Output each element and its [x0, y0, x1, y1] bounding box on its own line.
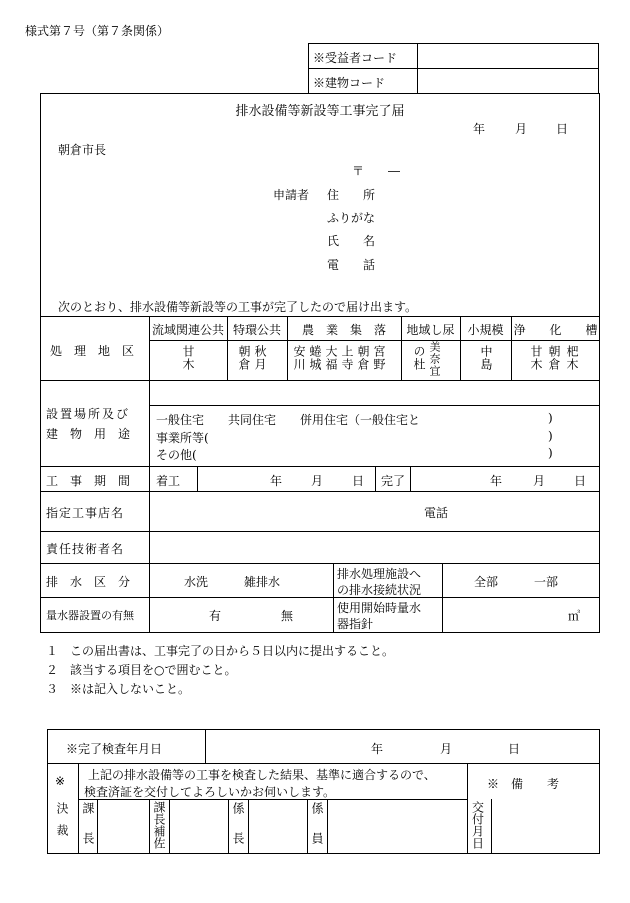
drainage-label: 排 水 区 分	[46, 575, 131, 589]
building-use-close-2: )	[548, 429, 553, 443]
end-day: 日	[574, 474, 587, 488]
kakariin-stamp-field[interactable]	[328, 800, 466, 852]
form-label: 様式第７号（第７条関係）	[25, 24, 170, 38]
note-2: ２ 該当する項目を○で囲むこと。	[46, 663, 237, 677]
construction-end-label: 完了	[381, 474, 406, 488]
name-label: 氏 名	[327, 234, 376, 248]
applicant-label: 申請者	[273, 188, 310, 202]
addressee: 朝倉市長	[58, 143, 107, 157]
building-use-other[interactable]: その他(	[156, 448, 197, 462]
building-use-close-1: )	[548, 411, 553, 425]
connection-label-1: 排水処理施設へ	[337, 567, 422, 581]
building-use-options[interactable]: 一般住宅 共同住宅 併用住宅（一般住宅と	[156, 413, 421, 427]
area-amagi[interactable]: 甘木	[181, 345, 195, 371]
building-use-office[interactable]: 事業所等(	[156, 431, 209, 445]
meter-unit: ㎥	[568, 609, 581, 623]
area-daifuku[interactable]: 大福	[324, 345, 338, 371]
location-address-field[interactable]	[150, 381, 599, 404]
area-kamidera[interactable]: 上寺	[340, 345, 354, 371]
construction-period-label: 工 事 期 間	[46, 474, 131, 488]
kacho-label: 課長	[81, 802, 95, 862]
recipient-code-field[interactable]	[418, 44, 597, 67]
area-johkaso-haki[interactable]: 杷木	[565, 345, 579, 371]
meter-options[interactable]: 有 無	[209, 609, 294, 623]
area-tokkan-asakura[interactable]: 朝倉	[237, 345, 251, 371]
inspection-day: 日	[508, 742, 521, 756]
remarks-field[interactable]	[492, 800, 598, 852]
kakaricho-label: 係長	[231, 802, 245, 862]
header-ryuiki: 流域関連公共	[151, 323, 224, 337]
building-use-close-3: )	[548, 446, 553, 460]
address-label: 住 所	[327, 188, 376, 202]
end-year: 年	[490, 474, 503, 488]
end-month: 月	[533, 474, 546, 488]
recipient-code-label: ※受益者コード	[313, 51, 398, 65]
header-shokibo: 小規模	[467, 323, 504, 337]
header-chiiki: 地域し尿	[406, 323, 455, 337]
inspection-year: 年	[371, 742, 384, 756]
header-johkaso: 浄 化 槽	[513, 323, 598, 337]
kacho-stamp-field[interactable]	[98, 800, 148, 852]
area-minagi[interactable]: 美奈宜	[428, 341, 441, 377]
header-tokkan: 特環公共	[232, 323, 281, 337]
inspection-date-label: ※完了検査年月日	[66, 742, 163, 756]
inspection-text-2: 検査済証を交付してよろしいかお伺いします。	[84, 785, 336, 799]
kessai-mark: ※	[55, 774, 66, 788]
kacho-hosa-stamp-field[interactable]	[170, 800, 227, 852]
note-1: １ この届出書は、工事完了の日から５日以内に提出すること。	[46, 644, 395, 658]
drainage-options[interactable]: 水洗 雑排水	[184, 575, 281, 589]
start-year: 年	[270, 474, 283, 488]
contractor-phone-label: 電話	[424, 506, 449, 520]
kacho-hosa-label: 課長補佐	[152, 801, 166, 849]
area-no-mori[interactable]: の杜	[412, 345, 426, 371]
area-johkaso-asakura[interactable]: 朝倉	[547, 345, 561, 371]
building-code-label: ※建物コード	[313, 76, 386, 90]
kakariin-label: 係員	[310, 802, 324, 862]
kessai-label: 決裁	[55, 802, 69, 846]
date-year: 年	[473, 122, 486, 136]
statement: 次のとおり、排水設備等新設等の工事が完了したので届け出ます。	[58, 300, 418, 314]
date-day: 日	[556, 122, 569, 136]
note-3: ３ ※は記入しないこと。	[46, 682, 191, 696]
start-day: 日	[352, 474, 365, 488]
building-code-field[interactable]	[418, 69, 597, 92]
meter-reading-field[interactable]	[443, 598, 563, 631]
kofu-date-label: 交付月日	[470, 801, 485, 849]
start-month: 月	[311, 474, 324, 488]
area-miyano[interactable]: 宮野	[372, 345, 386, 371]
furigana-label: ふりがな	[327, 211, 376, 225]
construction-start-label: 着工	[156, 474, 181, 488]
area-nakashima[interactable]: 中島	[479, 345, 493, 371]
area-hiruki[interactable]: 蜷城	[308, 345, 322, 371]
location-label-2: 建 物 用 途	[46, 427, 131, 441]
page-title: 排水設備等新設等工事完了届	[235, 104, 405, 119]
inspection-text-1: 上記の排水設備等の工事を検査した結果、基準に適合するので、	[88, 768, 436, 782]
phone-label: 電 話	[327, 258, 376, 272]
meter-label: 量水器設置の有無	[46, 609, 134, 622]
area-nogyo-asakura[interactable]: 朝倉	[356, 345, 370, 371]
connection-options[interactable]: 全部 一部	[474, 575, 559, 589]
contractor-name-field[interactable]	[150, 492, 420, 530]
location-label-1: 設置場所及び	[46, 407, 131, 421]
meter-reading-label-1: 使用開始時量水	[337, 601, 422, 615]
engineer-label: 責任技術者名	[46, 542, 125, 556]
date-month: 月	[515, 122, 528, 136]
contractor-label: 指定工事店名	[46, 506, 125, 520]
area-yasukawa[interactable]: 安川	[292, 345, 306, 371]
meter-reading-label-2: 器指針	[337, 617, 374, 631]
remarks-label: ※ 備 考	[487, 777, 560, 791]
treatment-area-label: 処 理 地 区	[50, 344, 135, 358]
kakaricho-stamp-field[interactable]	[249, 800, 306, 852]
postal-mark: 〒 ―	[352, 164, 401, 178]
inspection-month: 月	[440, 742, 453, 756]
engineer-name-field[interactable]	[150, 532, 599, 562]
area-akizuki[interactable]: 秋月	[253, 345, 267, 371]
header-nogyo: 農 業 集 落	[301, 323, 386, 337]
connection-label-2: の排水接続状況	[337, 583, 422, 597]
area-johkaso-amagi[interactable]: 甘木	[529, 345, 543, 371]
